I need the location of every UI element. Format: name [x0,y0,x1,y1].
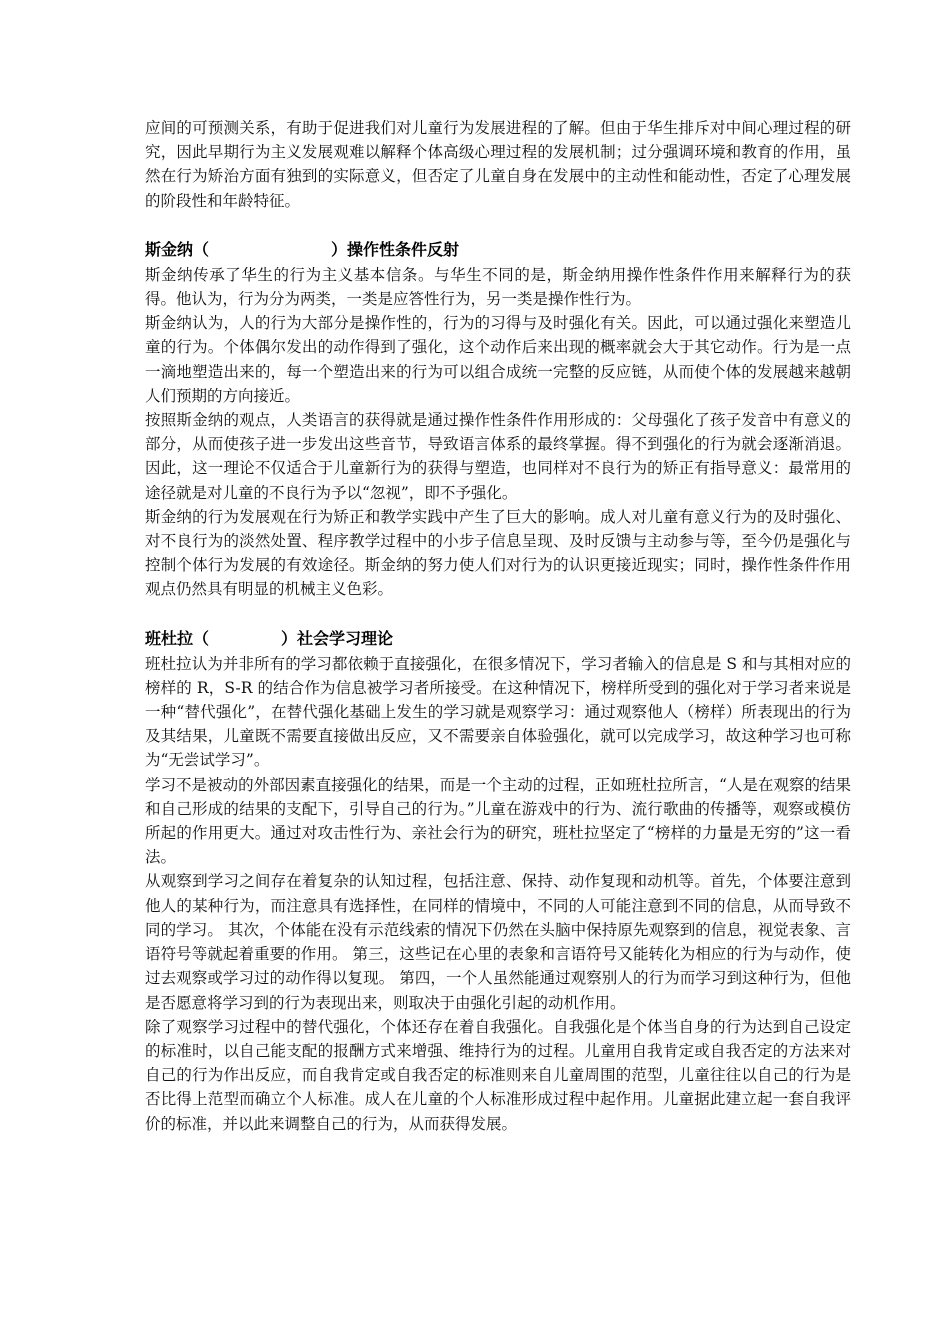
paragraph: 斯金纳的行为发展观在行为矫正和教学实践中产生了巨大的影响。成人对儿童有意义行为的及时强化、对不良行为的淡然处置、程序教学过程中的小步子信息呈现、及时反馈与主动参与等，至今仍是强化与控制个体行为发展的有效途径。斯金纳的努力使人们对行为的认识更接近现实；同时，操作性条件作用观点仍然具有明显的机械主义色彩。 [145,507,851,599]
heading-name: 斯金纳（ [145,239,210,259]
paragraph: 按照斯金纳的观点，人类语言的获得就是通过操作性条件作用形成的：父母强化了孩子发音中有意义的部分，从而使孩子进一步发出这些音节，导致语言体系的最终掌握。得不到强化的行为就会逐渐消退。因此，这一理论不仅适合于儿童新行为的获得与塑造，也同样对不良行为的矫正有指导意义：最常用的途径就是对儿童的不良行为予以“忽视”，即不予强化。 [145,411,851,502]
section-heading-bandura [145,626,851,652]
heading-title: ）操作性条件反射 [331,239,460,259]
heading-name: 班杜拉（ [145,628,210,648]
paragraph: 学习不是被动的外部因素直接强化的结果，而是一个主动的过程，正如班杜拉所言，“人是在观察的结果和自己形成的结果的支配下，引导自己的行为。”儿童在游戏中的行为、流行歌曲的传播等，观察或模仿所起的作用更大。通过对攻击性行为、亲社会行为的研究，班杜拉坚定了“榜样的力量是无穷的”这一看法。 [145,775,851,867]
paragraph: 除了观察学习过程中的替代强化，个体还存在着自我强化。自我强化是个体当自身的行为达到自己设定的标准时，以自己能支配的报酬方式来增强、维持行为的过程。儿童用自我肯定或自我否定的方法来对自己的行为作出反应，而自我肯定或自我否定的标准则来自儿童周围的范型，儿童往往以自己的行为是否比得上范型而确立个人标准。成人在儿童的个人标准形成过程中起作用。儿童据此建立起一套自我评价的标准，并以此来调整自己的行为，从而获得发展。 [145,1017,851,1133]
intro-paragraph: 应间的可预测关系，有助于促进我们对儿童行为发展进程的了解。但由于华生排斥对中间心理过程的研究，因此早期行为主义发展观难以解释个体高级心理过程的发展机制；过分强调环境和教育的作用，虽然在行为矫治方面有独到的实际意义，但否定了儿童自身在发展中的主动性和能动性，否定了心理发展的阶段性和年龄特征。 [145,119,851,210]
paragraph: 班杜拉认为并非所有的学习都依赖于直接强化，在很多情况下，学习者输入的信息是 S 和与其相对应的榜样的 R，S-R 的结合作为信息被学习者所接受。在这种情况下，榜样所受到的强化对于学习者来说是一种“替代强化”，在替代强化基础上发生的学习就是观察学习：通过观察他人（榜样）所表现出的行为及其结果，儿童既不需要直接做出反应，又不需要亲自体验强化，就可以完成学习，故这种学习也可称为“无尝试学习”。 [145,654,851,770]
section-gap [145,213,851,237]
section-heading-skinner [145,237,851,263]
section-gap [145,602,851,626]
paragraph: 斯金纳认为，人的行为大部分是操作性的，行为的习得与及时强化有关。因此，可以通过强化来塑造儿童的行为。个体偶尔发出的动作得到了强化，这个动作后来出现的概率就会大于其它动作。行为是一点一滴地塑造出来的，每一个塑造出来的行为可以组合成统一完整的反应链，从而使个体的发展越来越朝人们预期的方向接近。 [145,314,851,405]
paragraph: 从观察到学习之间存在着复杂的认知过程，包括注意、保持、动作复现和动机等。首先，个体要注意到他人的某种行为，而注意具有选择性，在同样的情境中，不同的人可能注意到不同的信息，从而导致不同的学习。 其次，个体能在没有示范线索的情况下仍然在头脑中保持原先观察到的信息，视觉表象、言语符号等就起着重要的作用。 第三，这些记在心里的表象和言语符号又能转化为相应的行为与动作，使过去观察或学习过的动作得以复现。 第四，一个人虽然能通过观察别人的行为而学习到这种行为，但他是否愿意将学习到的行为表现出来，则取决于由强化引起的动机作用。 [145,872,851,1012]
document-page [145,116,851,1136]
paragraph: 斯金纳传承了华生的行为主义基本信条。与华生不同的是，斯金纳用操作性条件作用来解释行为的获得。他认为，行为分为两类，一类是应答性行为，另一类是操作性行为。 [145,265,851,309]
heading-title: ）社会学习理论 [281,628,394,648]
